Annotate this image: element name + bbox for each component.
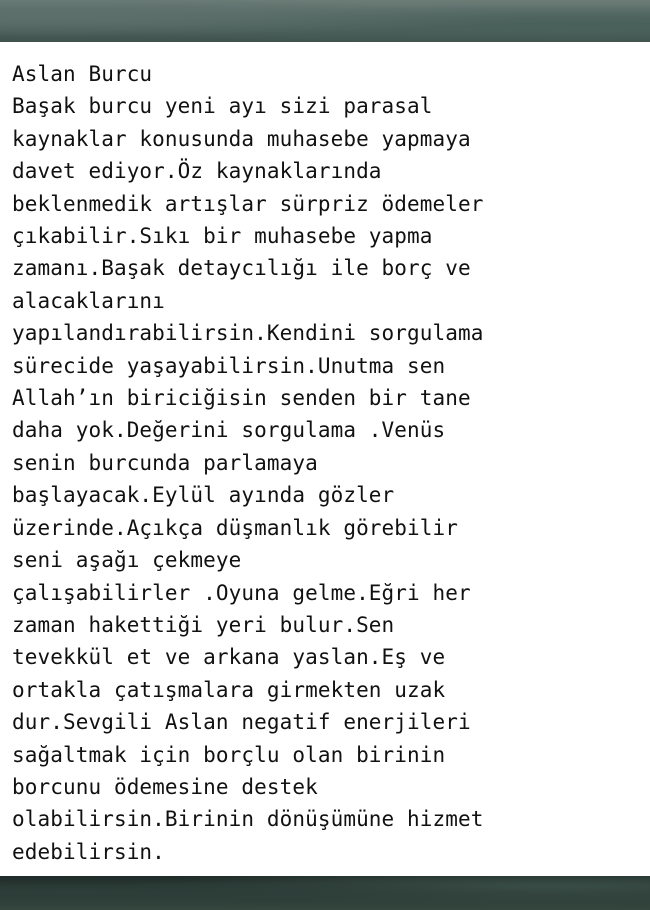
story-text	[12, 58, 640, 868]
text-line: üzerinde.Açıkça düşmanlık görebilir	[12, 515, 459, 540]
text-line: daha yok.Değerini sorgulama .Venüs	[12, 418, 446, 443]
text-line: kaynaklar konusunda muhasebe yapmaya	[12, 126, 471, 151]
text-line: Başak burcu yeni ayı sizi parasal	[12, 94, 433, 119]
text-line: başlayacak.Eylül ayında gözler	[12, 483, 395, 508]
text-line: sürecide yaşayabilirsin.Unutma sen	[12, 353, 446, 378]
text-line: zaman hakettiği yeri bulur.Sen	[12, 612, 395, 637]
text-line: çalışabilirler .Oyuna gelme.Eğri her	[12, 580, 471, 605]
text-line: beklenmedik artışlar sürpriz ödemeler	[12, 191, 484, 216]
text-line: sağaltmak için borçlu olan birinin	[12, 742, 446, 767]
story-text-card	[0, 42, 650, 876]
text-line: edebilirsin.	[12, 839, 165, 864]
text-line: Allah’ın biriciğisin senden bir tane	[12, 386, 471, 411]
text-line: senin burcunda parlamaya	[12, 450, 318, 475]
text-line: davet ediyor.Öz kaynaklarında	[12, 159, 382, 184]
text-line: dur.Sevgili Aslan negatif enerjileri	[12, 710, 471, 735]
text-line: ortakla çatışmalara girmekten uzak	[12, 677, 446, 702]
text-line: seni aşağı çekmeye	[12, 548, 242, 573]
text-line: çıkabilir.Sıkı bir muhasebe yapma	[12, 224, 433, 249]
post-title: Aslan Burcu	[12, 62, 153, 86]
text-line: yapılandırabilirsin.Kendini sorgulama	[12, 321, 484, 346]
text-line: alacaklarını	[12, 288, 165, 313]
text-line: tevekkül et ve arkana yaslan.Eş ve	[12, 645, 446, 670]
text-line: borcunu ödemesine destek	[12, 774, 318, 799]
text-line: olabilirsin.Birinin dönüşümüne hizmet	[12, 807, 484, 832]
text-line: zamanı.Başak detaycılığı ile borç ve	[12, 256, 471, 281]
background-image-top	[0, 0, 650, 42]
background-image-bottom	[0, 876, 650, 910]
